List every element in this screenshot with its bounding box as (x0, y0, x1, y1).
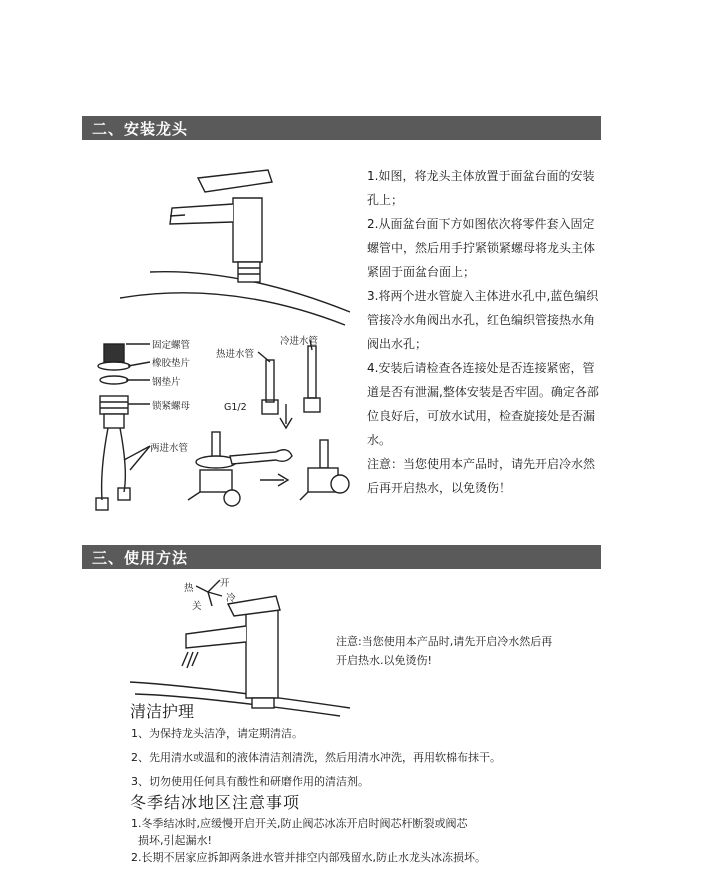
label-inlet-hoses: 两进水管 (150, 443, 189, 454)
usage-note-line-2: 开启热水.以免烫伤! (336, 654, 432, 667)
usage-note-line-1: 注意:当您使用本产品时,请先开启冷水然后再 (336, 635, 553, 648)
install-note: 注意：当您使用本产品时，请先开启冷水然后再开启热水，以免烫伤！ (367, 457, 596, 495)
winter-line-2: 损坏,引起漏水! (131, 834, 212, 847)
usage-note (336, 632, 596, 670)
winter-title: 冬季结冰地区注意事项 (130, 793, 301, 812)
install-step-3: 3.将两个进水管旋入主体进水孔中,蓝色编织管接冷水角阀出水孔，红色编织管接热水角阀出水孔； (367, 289, 599, 351)
lever-close-label: 关 (192, 601, 202, 612)
lever-hot-label: 热 (184, 583, 194, 594)
usage-faucet-spout (186, 626, 246, 648)
lever-cold-label: 冷 (226, 593, 236, 604)
label-rubber-gasket: 橡胶垫片 (152, 358, 191, 369)
section-usage-title: 三、使用方法 (92, 549, 189, 567)
install-step-4: 4.安装后请检查各连接处是否连接紧密，管道是否有泄漏,整体安装是否牢固。确定各部位良好后，可放水试用，检查旋接处是否漏水。 (367, 361, 599, 447)
label-thread: G1/2 (224, 402, 247, 413)
label-steel-gasket: 钢垫片 (152, 377, 181, 388)
winter-list (131, 815, 486, 866)
label-lock-nut: 锁紧螺母 (152, 401, 191, 412)
cleaning-item-2: 2、先用清水或温和的液体清洁剂清洗，然后用清水冲洗，再用软棉布抹干。 (131, 751, 501, 764)
label-fixed-tube: 固定螺管 (152, 340, 191, 351)
cleaning-item-1: 1、为保持龙头洁净，请定期清洁。 (131, 727, 303, 740)
winter-line-1: 1.冬季结冰时,应缓慢开启开关,防止阀芯冰冻开启时阀芯杆断裂或阀芯 (131, 817, 468, 830)
install-step-1: 1.如图，将龙头主体放置于面盆台面的安装孔上； (367, 169, 595, 207)
install-step-2: 2.从面盆台面下方如图依次将零件套入固定螺管中，然后用手拧紧锁紧螺母将龙头主体紧固于面盆台面上； (367, 217, 596, 279)
water-stream-1 (182, 652, 188, 666)
usage-faucet-body (246, 610, 278, 698)
label-hot-inlet: 热进水管 (216, 349, 255, 360)
section-install-title: 二、安装龙头 (92, 120, 189, 138)
lever-open-label: 开 (220, 578, 230, 589)
label-cold-inlet: 冷进水管 (280, 336, 319, 347)
winter-line-3: 2.长期不居家应拆卸两条进水管并排空内部残留水,防止水龙头冰冻损坏。 (131, 851, 486, 864)
cleaning-title: 清洁护理 (130, 702, 195, 721)
cleaning-item-3: 3、切勿使用任何具有酸性和研磨作用的清洁剂。 (131, 775, 369, 788)
cleaning-list (131, 722, 501, 794)
